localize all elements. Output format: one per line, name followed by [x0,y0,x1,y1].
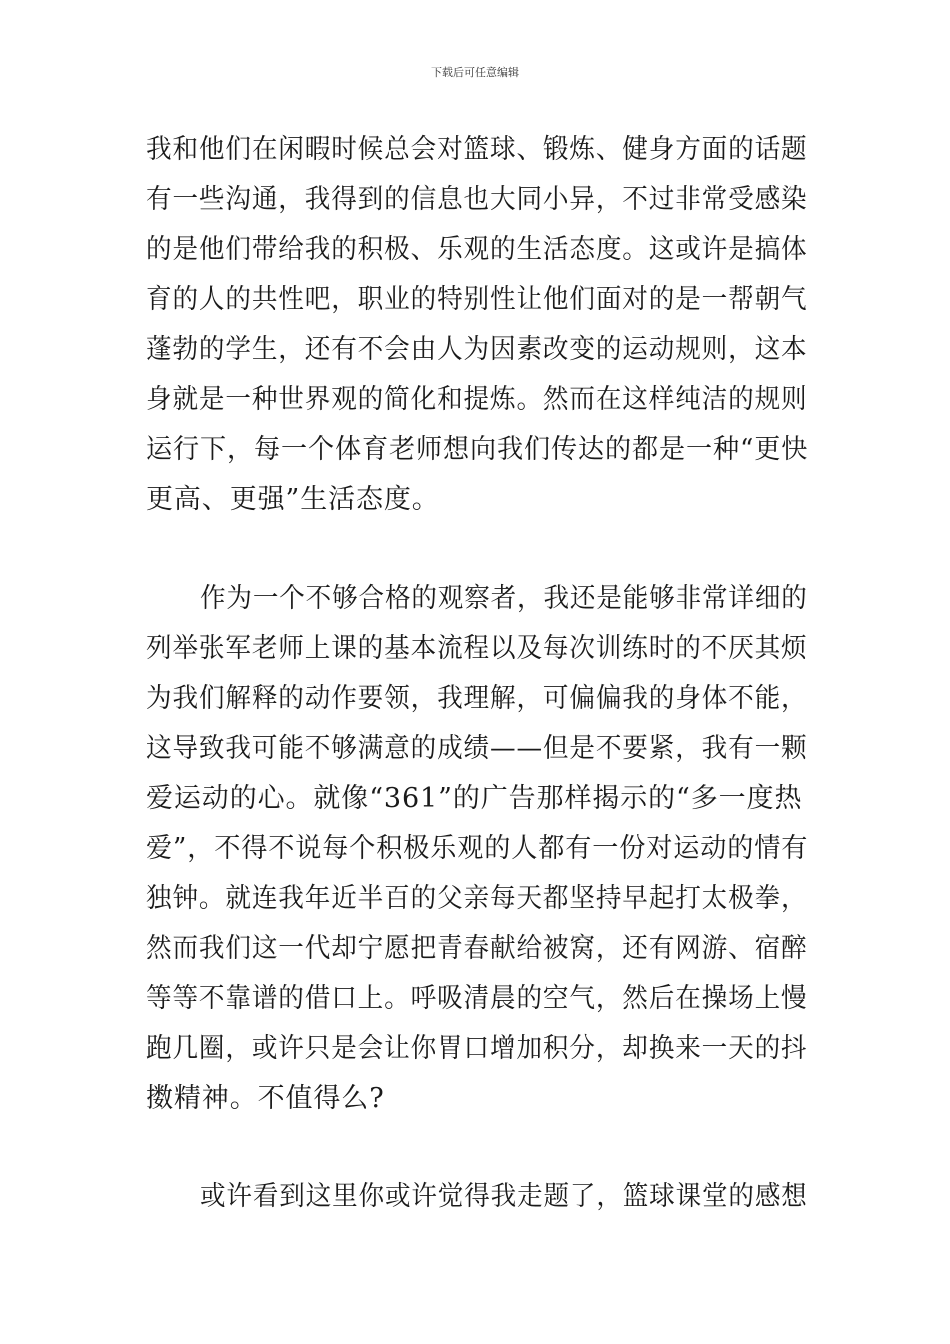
paragraph-line: 运行下，每一个体育老师想向我们传达的都是一种“更快 [146,434,809,465]
paragraph-line: 或许看到这里你或许觉得我走题了，篮球课堂的感想 [200,1181,808,1212]
paragraph-line: 有一些沟通，我得到的信息也大同小异，不过非常受感染 [146,184,808,215]
page-header: 下载后可任意编辑 [431,66,519,79]
paragraph-line: 的是他们带给我的积极、乐观的生活态度。这或许是搞体 [146,234,808,265]
paragraph-line: 蓬勃的学生，还有不会由人为因素改变的运动规则，这本 [146,334,808,365]
paragraph-line: 更高、更强”生活态度。 [146,484,440,515]
paragraph-line: 列举张军老师上课的基本流程以及每次训练时的不厌其烦 [146,633,808,664]
paragraph-line: 然而我们这一代却宁愿把青春献给被窝，还有网游、宿醉 [146,933,808,964]
paragraph-line: 我和他们在闲暇时候总会对篮球、锻炼、健身方面的话题 [146,134,808,165]
paragraph-line: 擞精神。不值得么? [146,1083,385,1114]
paragraph-line: 为我们解释的动作要领，我理解，可偏偏我的身体不能， [146,683,808,714]
paragraph-line: 爱”，不得不说每个积极乐观的人都有一份对运动的情有 [146,833,809,864]
paragraph-line: 作为一个不够合格的观察者，我还是能够非常详细的 [200,583,808,614]
paragraph-line: 身就是一种世界观的简化和提炼。然而在这样纯洁的规则 [146,384,808,415]
paragraph-line: 跑几圈，或许只是会让你胃口增加积分，却换来一天的抖 [146,1033,808,1064]
paragraph-line: 这导致我可能不够满意的成绩——但是不要紧，我有一颗 [146,733,808,764]
paragraph-line: 等等不靠谱的借口上。呼吸清晨的空气，然后在操场上慢 [146,983,808,1014]
paragraph-line: 育的人的共性吧，职业的特别性让他们面对的是一帮朝气 [146,284,808,315]
paragraph-line: 爱运动的心。就像“361”的广告那样揭示的“多一度热 [146,783,803,814]
paragraph-line: 独钟。就连我年近半百的父亲每天都坚持早起打太极拳， [146,883,808,914]
